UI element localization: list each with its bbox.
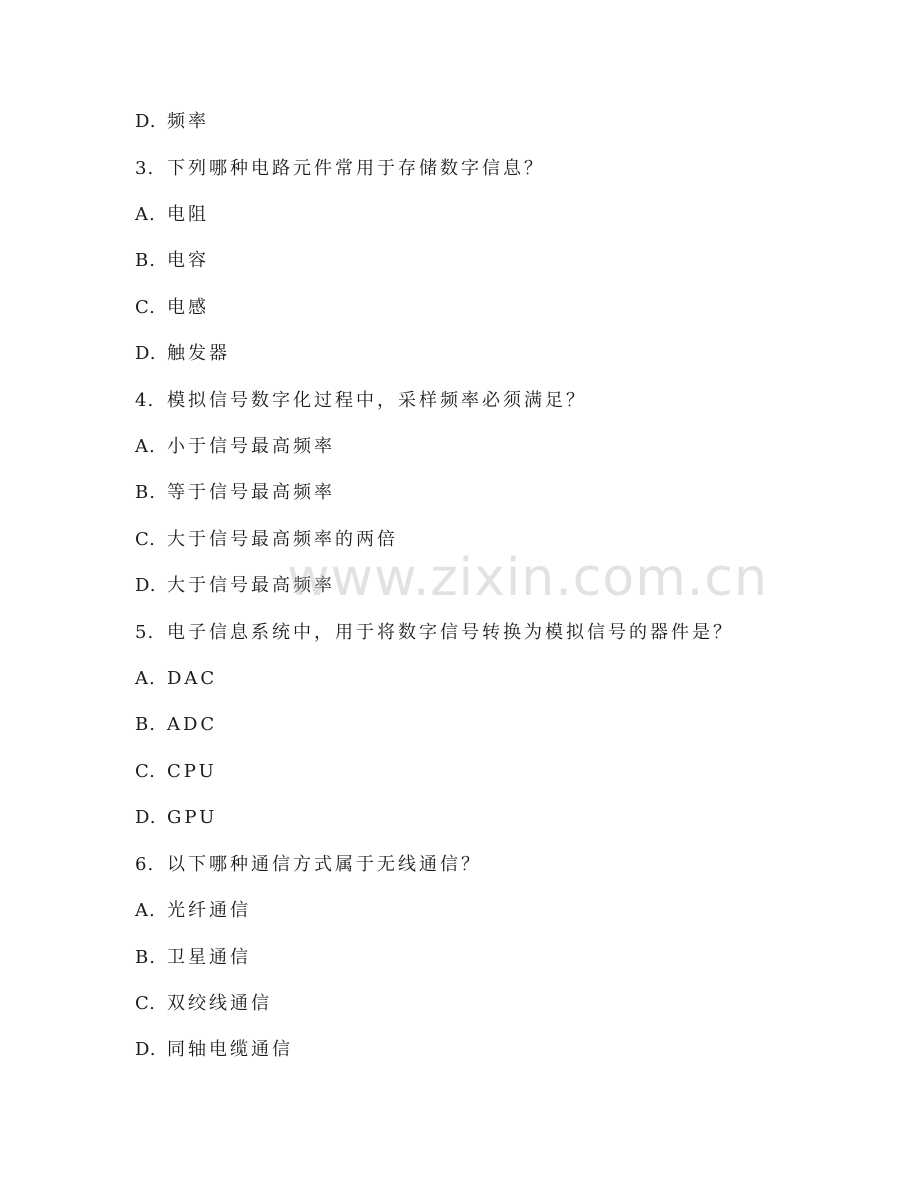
option-line [135,200,209,230]
question-number: 3. [135,158,155,179]
option-label: D. [135,1039,157,1060]
question-text: 模拟信号数字化过程中，采样频率必须满足？ [167,390,587,411]
option-line [135,339,230,369]
option-text: 触发器 [167,343,230,364]
option-label: D. [135,343,157,364]
option-text: 电容 [167,250,209,271]
option-line [135,525,398,555]
option-text: 电感 [167,297,209,318]
option-line [135,293,209,323]
option-label: B. [135,947,156,968]
question-text: 电子信息系统中，用于将数字信号转换为模拟信号的器件是？ [167,622,734,643]
question-number: 6. [135,854,155,875]
option-label: A. [135,204,156,225]
option-line [135,107,209,137]
option-text: 频率 [167,111,209,132]
option-text: 卫星通信 [167,947,251,968]
option-text: GPU [167,807,218,828]
option-text: CPU [167,761,217,782]
option-label: D. [135,111,157,132]
option-text: 大于信号最高频率 [167,575,335,596]
watermark: www.zixin.com.cn [287,548,768,608]
question-line [135,850,482,880]
question-number: 4. [135,390,155,411]
question-text: 下列哪种电路元件常用于存储数字信息？ [167,158,545,179]
question-text: 以下哪种通信方式属于无线通信？ [167,854,482,875]
option-line [135,989,272,1019]
option-line [135,246,209,276]
option-label: C. [135,761,156,782]
option-text: 小于信号最高频率 [167,436,335,457]
option-line [135,710,217,740]
option-text: ADC [167,714,218,735]
option-text: 双绞线通信 [167,993,272,1014]
option-label: C. [135,529,156,550]
option-label: A. [135,436,156,457]
option-line [135,757,217,787]
option-label: C. [135,297,156,318]
option-line [135,571,335,601]
option-label: A. [135,668,156,689]
option-label: B. [135,714,156,735]
option-text: 大于信号最高频率的两倍 [167,529,398,550]
option-text: DAC [167,668,218,689]
option-label: D. [135,575,157,596]
option-label: B. [135,482,156,503]
option-line [135,896,251,926]
option-text: 光纤通信 [167,900,251,921]
option-line [135,432,335,462]
question-line [135,154,545,184]
option-line [135,943,251,973]
option-text: 同轴电缆通信 [167,1039,293,1060]
question-line [135,386,587,416]
option-line [135,664,217,694]
option-line [135,803,217,833]
option-line [135,1035,293,1065]
option-line [135,478,335,508]
question-line [135,618,734,648]
option-text: 等于信号最高频率 [167,482,335,503]
question-number: 5. [135,622,155,643]
option-label: C. [135,993,156,1014]
option-label: B. [135,250,156,271]
option-label: D. [135,807,157,828]
option-text: 电阻 [167,204,209,225]
option-label: A. [135,900,156,921]
